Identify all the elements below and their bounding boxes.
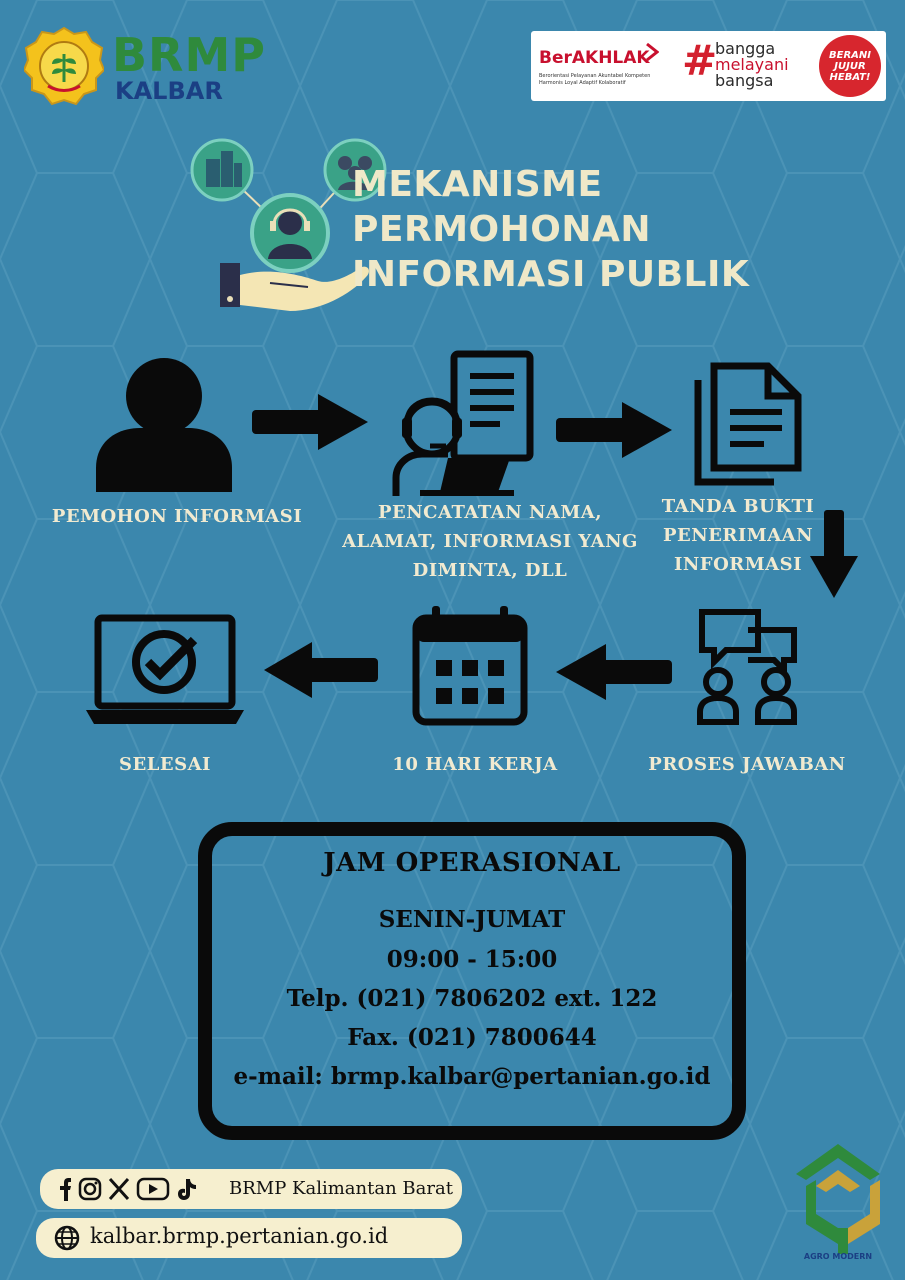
brand-sub: KALBAR (115, 77, 223, 105)
arrow-right-icon (556, 402, 672, 458)
contact-email: e-mail: brmp.kalbar@pertanian.go.id (233, 1063, 711, 1090)
website-pill (36, 1218, 462, 1258)
operator-icon (390, 350, 536, 498)
berakhlak-logo: BerAKHLAK (539, 48, 650, 68)
arrow-down-icon (810, 510, 858, 598)
step-2-label: PENCATATAN NAMA, ALAMAT, INFORMASI YANG DIMINTA, DLL (342, 502, 638, 581)
brand-main: BRMP (112, 28, 266, 82)
berakhlak-tagline: Berorientasi Pelayanan Akuntabel Kompeten Harmonis Loyal Adaptif Kolaboratif (539, 73, 651, 86)
step-6-label: SELESAI (119, 754, 211, 775)
arrow-left-icon (264, 642, 378, 698)
arrow-left-icon (556, 644, 672, 700)
calendar-icon (410, 604, 530, 726)
contact-phone: Telp. (021) 7806202 ext. 122 (286, 985, 658, 1012)
documents-icon (694, 362, 802, 486)
agro-modern-label: AGRO MODERN (803, 1252, 873, 1261)
person-icon (96, 356, 232, 492)
x-icon (110, 1179, 128, 1199)
social-media-pill (40, 1169, 462, 1209)
hashtag-icon: # (682, 36, 718, 85)
website-url: kalbar.brmp.pertanian.go.id (90, 1224, 389, 1248)
arrow-right-icon (252, 394, 368, 450)
berakhlak-chevron-icon (645, 42, 659, 62)
step-3-label: TANDA BUKTI PENERIMAAN INFORMASI (661, 496, 815, 575)
social-icons (54, 1177, 236, 1201)
step-4-label: PROSES JAWABAN (648, 754, 846, 775)
brand-logo-text (112, 28, 266, 105)
hours-time: 09:00 - 15:00 (386, 946, 558, 973)
facebook-icon (60, 1178, 71, 1201)
social-account-name: BRMP Kalimantan Barat (229, 1178, 453, 1199)
instagram-icon (80, 1179, 100, 1199)
globe-icon (54, 1225, 80, 1251)
laptop-check-icon (84, 614, 246, 728)
youtube-icon (138, 1179, 168, 1199)
step-1-label: PEMOHON INFORMASI (51, 506, 303, 527)
step-5-label: 10 HARI KERJA (392, 754, 558, 775)
page-title: MEKANISME PERMOHONAN INFORMASI PUBLIK (352, 164, 750, 295)
contact-fax: Fax. (021) 7800644 (347, 1024, 597, 1051)
tiktok-icon (178, 1179, 196, 1200)
core-values-badges (531, 31, 886, 101)
kementan-emblem-icon (24, 26, 104, 106)
hours-days: SENIN-JUMAT (378, 906, 566, 933)
agro-modern-logo-icon (792, 1140, 884, 1270)
berani-jujur-hebat-badge: BERANI JUJUR HEBAT! (819, 35, 881, 97)
discussion-icon (696, 608, 802, 726)
bangga-melayani-bangsa-logo: bangga melayani bangsa (715, 39, 789, 90)
hours-title: JAM OPERASIONAL (323, 848, 621, 878)
